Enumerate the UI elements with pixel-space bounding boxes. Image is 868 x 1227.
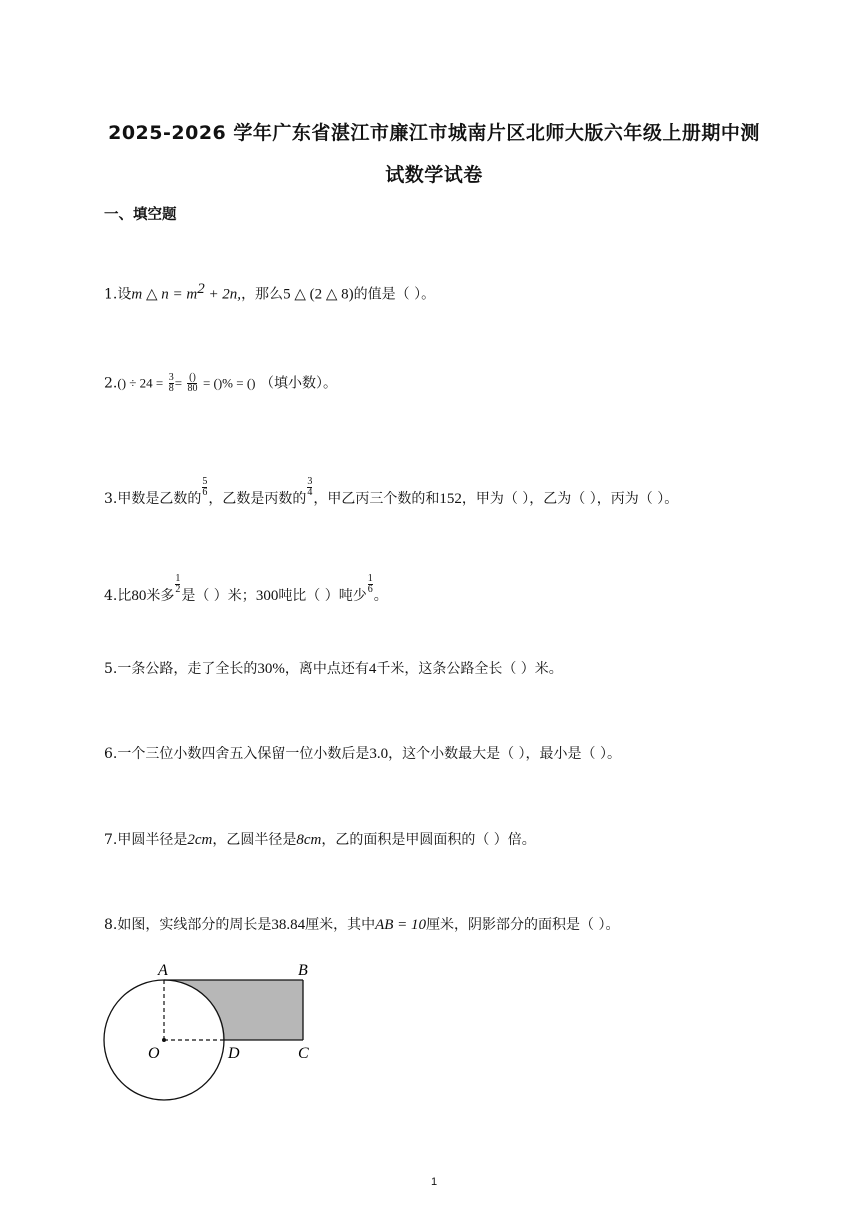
fraction [307, 477, 312, 498]
label-o: O [148, 1045, 160, 1062]
question-number: 6. [104, 746, 118, 762]
shaded-region [164, 980, 303, 1040]
fraction [175, 574, 180, 595]
question-text: 甲圆半径是 [117, 832, 188, 848]
math-exponent: 2 [197, 281, 205, 297]
fraction-numerator: 3 [168, 372, 174, 383]
question-text: ，乙圆半径是 [212, 832, 297, 848]
page-number: 1 [430, 1176, 438, 1188]
math-number: 30% [257, 661, 285, 677]
math-number: 80 [131, 588, 147, 604]
question-text: ，离中点还有 [284, 661, 369, 677]
section-heading: 一、填空题 [104, 207, 177, 223]
question-6 [104, 744, 621, 764]
question-text: 厘米，阴影部分的面积是（ ）。 [426, 917, 620, 933]
math-number: 300 [255, 588, 279, 604]
label-c: C [298, 1045, 309, 1062]
math-expression: 5 △ (2 △ 8) [283, 286, 354, 303]
label-a: A [158, 962, 168, 979]
fraction-numerator: 5 [202, 476, 208, 487]
question-5 [104, 659, 563, 679]
fraction-denominator: 2 [175, 584, 181, 595]
fraction-denominator: 8 [168, 383, 174, 394]
math-number: 2cm [187, 832, 213, 848]
math-expression: () ÷ 24 = [117, 375, 164, 391]
question-text: 是（ ）米； [181, 588, 256, 604]
question-text: 一个三位小数四舍五入保留一位小数后是 [117, 746, 370, 762]
question-text: ，那么 [241, 286, 284, 303]
question-text: ，乙数是丙数的 [208, 491, 307, 507]
document-title-line-1: 2025-2026 学年广东省湛江市廉江市城南片区北师大版六年级上册期中测 [108, 122, 760, 144]
question-text: 厘米，其中 [305, 917, 376, 933]
question-3 [104, 477, 678, 509]
question-text: ，这个小数最大是（ ），最小是（ ）。 [388, 746, 622, 762]
fraction-numerator: 3 [307, 476, 313, 487]
question-text: 的值是（ ）。 [353, 286, 436, 303]
math-expression: + 2n, [204, 286, 242, 303]
math-expression: m △ n = m [131, 286, 198, 303]
question-text: 米多 [146, 588, 175, 604]
question-text: ，甲乙丙三个数的和 [313, 491, 440, 507]
fraction [202, 477, 207, 498]
fraction [187, 373, 197, 394]
math-number: 38.84 [271, 917, 306, 933]
question-text: （填小数）。 [259, 375, 337, 392]
question-2 [104, 373, 337, 394]
question-text: 如图，实线部分的周长是 [117, 917, 272, 933]
fraction-numerator: () [189, 372, 196, 383]
question-text: 千米，这条公路全长（ ）米。 [376, 661, 563, 677]
question-text: 设 [117, 286, 132, 303]
question-number: 1. [104, 286, 118, 303]
fraction [368, 574, 373, 595]
label-d: D [228, 1045, 240, 1062]
fraction-numerator: 1 [367, 573, 373, 584]
question-text: ，甲为（ ），乙为（ ），丙为（ ）。 [461, 491, 679, 507]
math-number: 4 [368, 661, 377, 677]
question-8 [104, 915, 620, 935]
fraction-denominator: 6 [202, 487, 208, 498]
question-number: 2. [104, 375, 118, 392]
question-text: 。 [373, 588, 388, 604]
question-1 [104, 279, 435, 305]
geometry-figure [96, 958, 336, 1108]
math-number: 152 [439, 491, 462, 507]
question-4 [104, 574, 388, 606]
fraction-denominator: 6 [367, 584, 373, 595]
fraction-denominator: 80 [187, 383, 198, 394]
question-number: 7. [104, 832, 118, 848]
math-expression: AB = 10 [375, 917, 427, 933]
question-number: 3. [104, 491, 118, 507]
fraction-numerator: 1 [175, 573, 181, 584]
question-text: 吨比（ ）吨少 [278, 588, 367, 604]
question-text: 甲数是乙数的 [117, 491, 202, 507]
question-7 [104, 830, 536, 850]
center-point [162, 1038, 166, 1042]
question-number: 8. [104, 917, 118, 933]
document-title-line-2: 试数学试卷 [385, 164, 483, 186]
fraction-denominator: 4 [307, 487, 313, 498]
math-number: 3.0 [369, 746, 389, 762]
question-text: 比 [117, 588, 132, 604]
math-expression: = ()% = () [202, 375, 256, 391]
label-b: B [298, 962, 308, 979]
math-expression: = [174, 375, 183, 391]
fraction [169, 373, 174, 394]
question-text: ，乙的面积是甲圆面积的（ ）倍。 [321, 832, 536, 848]
question-number: 4. [104, 588, 118, 604]
math-number: 8cm [296, 832, 322, 848]
question-text: 一条公路，走了全长的 [117, 661, 258, 677]
question-number: 5. [104, 661, 118, 677]
